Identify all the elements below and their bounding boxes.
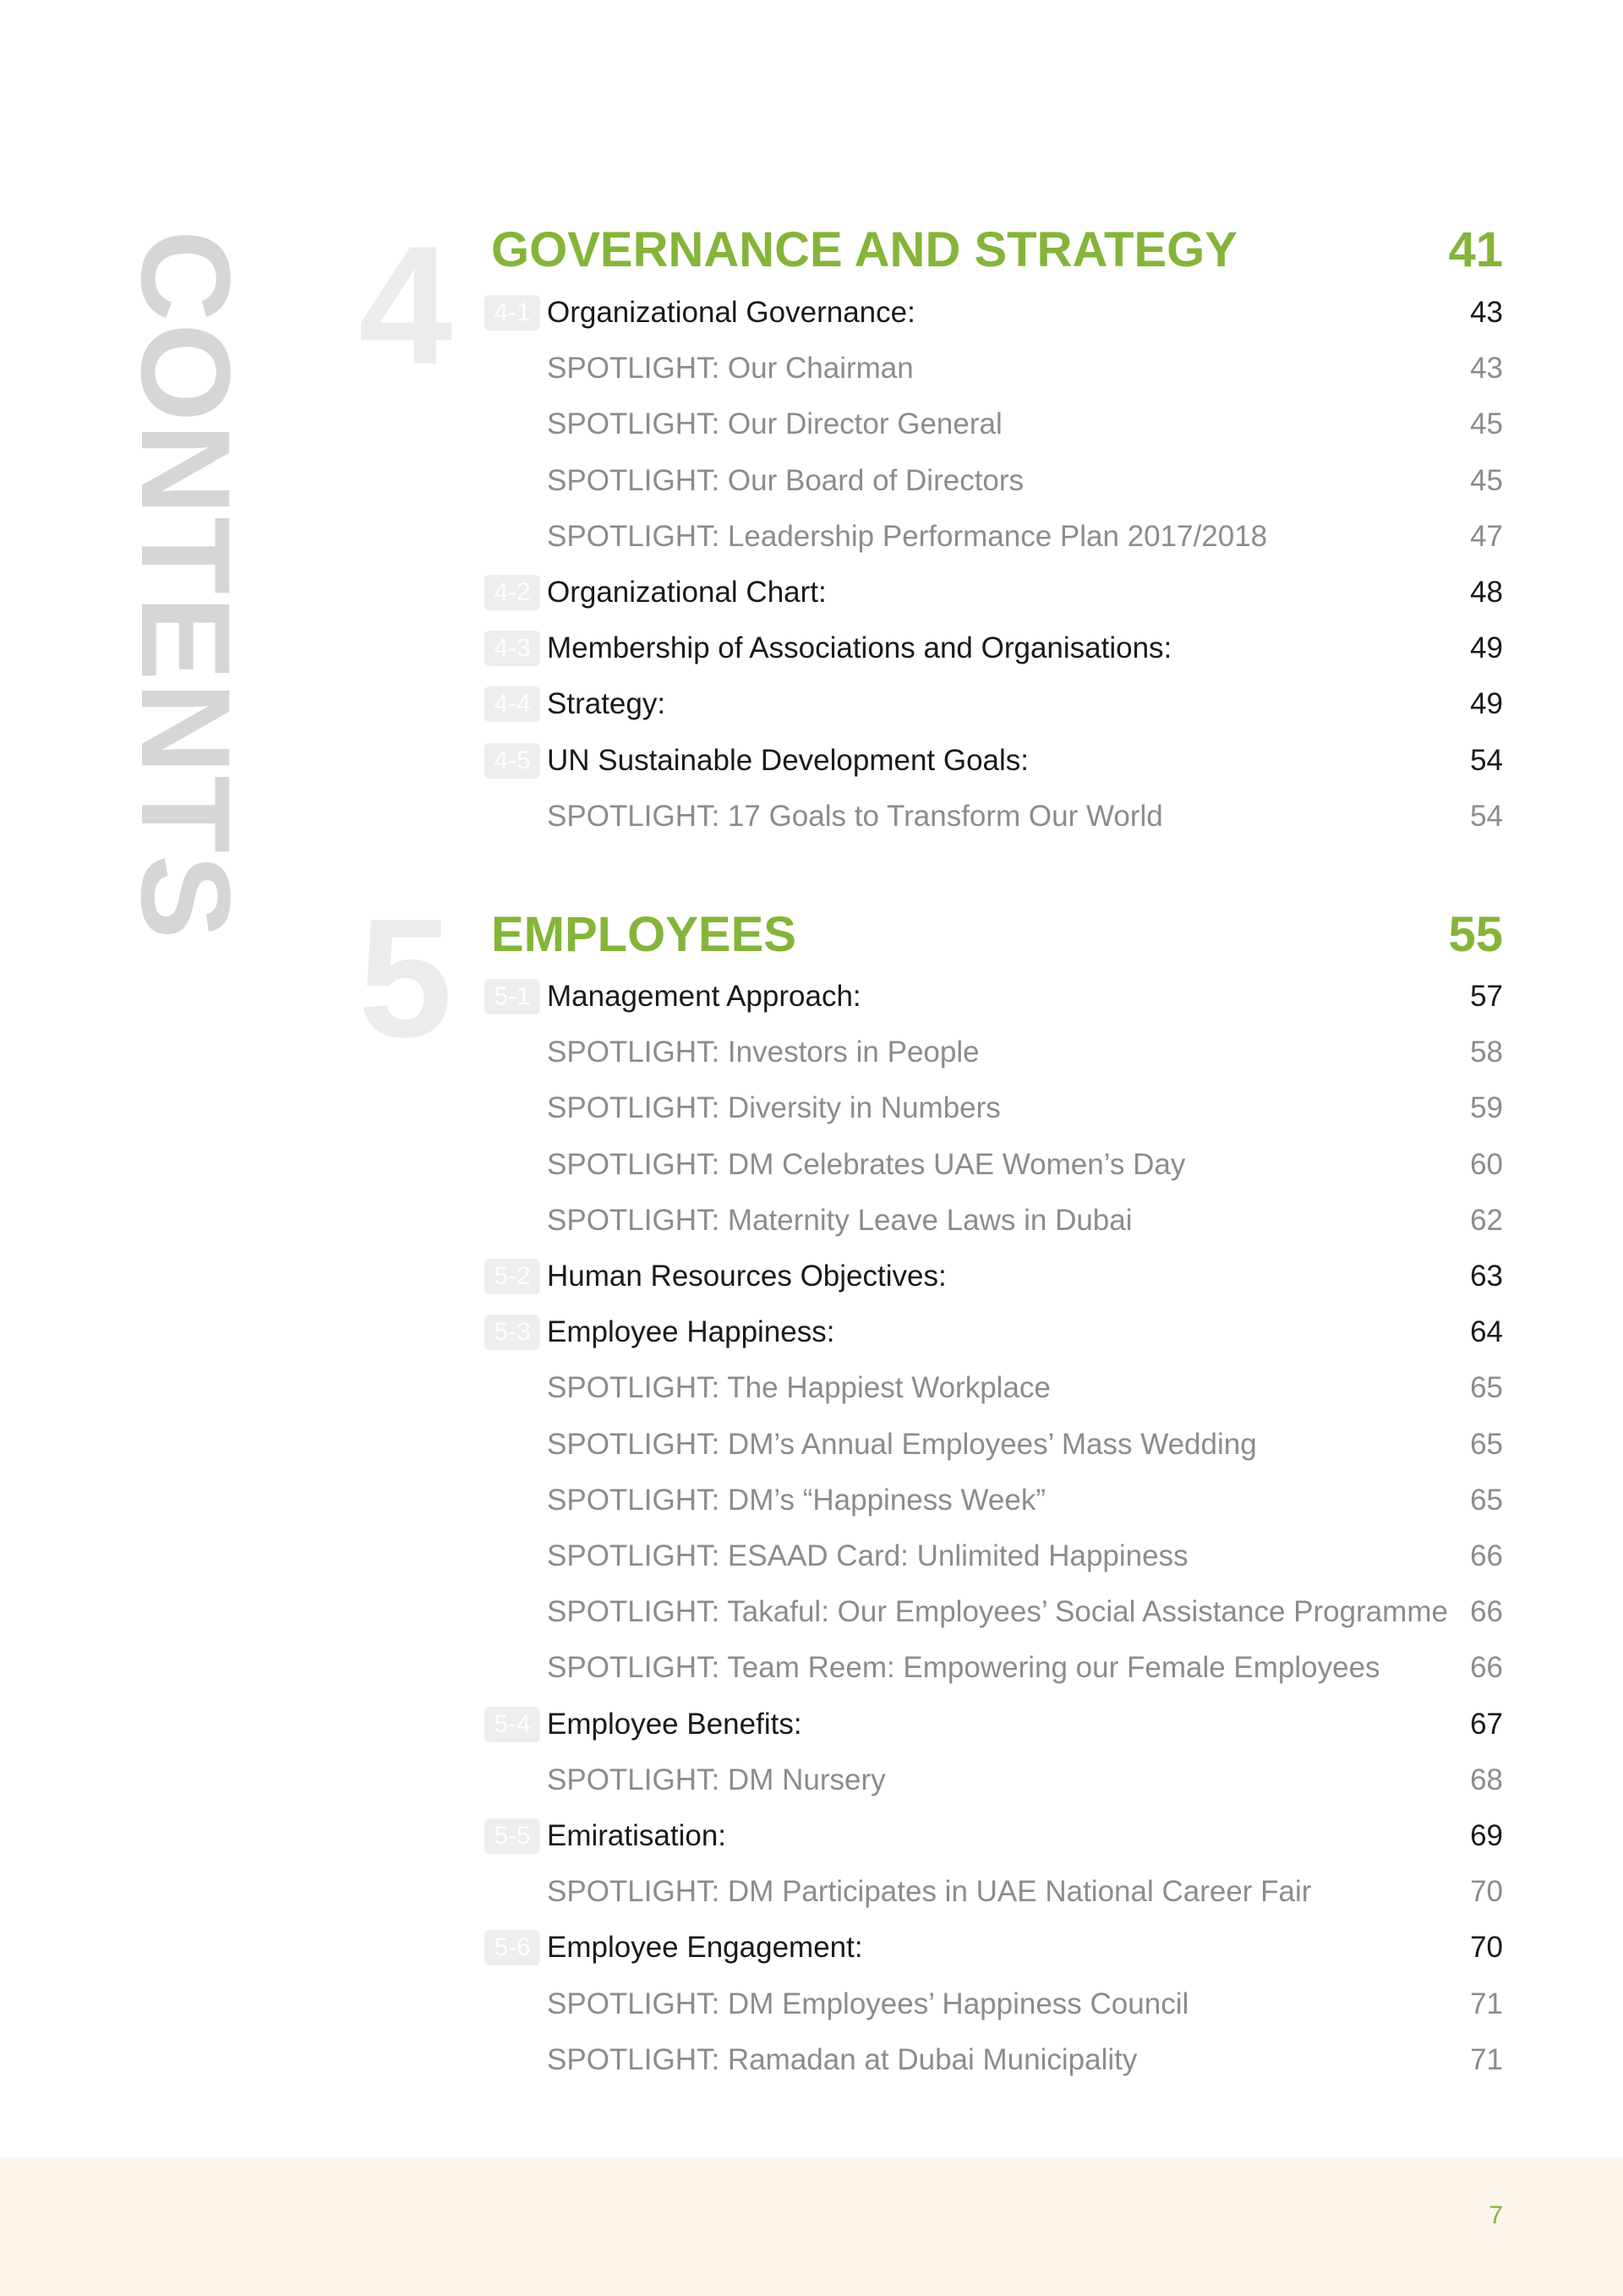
toc-entry[interactable] bbox=[484, 288, 1503, 337]
entry-page: 54 bbox=[1470, 799, 1503, 833]
toc-entry[interactable] bbox=[484, 1308, 1503, 1357]
entry-label: SPOTLIGHT: DM Nursery bbox=[547, 1763, 886, 1796]
entry-page: 48 bbox=[1470, 576, 1503, 609]
entry-page: 69 bbox=[1470, 1819, 1503, 1852]
entry-label: Employee Happiness: bbox=[547, 1315, 835, 1349]
entry-label: SPOTLIGHT: Ramadan at Dubai Municipality bbox=[547, 2042, 1138, 2076]
toc-subentry[interactable] bbox=[484, 400, 1503, 449]
entry-label: SPOTLIGHT: DM Participates in UAE National Career Fair bbox=[547, 1875, 1312, 1909]
section-heading[interactable] bbox=[491, 220, 1503, 279]
entry-code-badge: 4-1 bbox=[484, 295, 540, 331]
footer-band bbox=[0, 2157, 1623, 2296]
toc-subentry[interactable] bbox=[484, 2036, 1503, 2085]
entry-page: 47 bbox=[1470, 519, 1503, 553]
entry-code-badge: 5-3 bbox=[484, 1315, 540, 1350]
toc-subentry[interactable] bbox=[484, 1084, 1503, 1133]
toc-subentry[interactable] bbox=[484, 1588, 1503, 1637]
section-number: 5 bbox=[358, 884, 453, 1073]
entry-page: 58 bbox=[1470, 1036, 1503, 1069]
toc-entry[interactable] bbox=[484, 1700, 1503, 1749]
entry-label: SPOTLIGHT: Our Director General bbox=[547, 407, 1003, 441]
toc-subentry[interactable] bbox=[484, 1140, 1503, 1189]
section-page: 41 bbox=[1448, 221, 1503, 277]
entry-page: 59 bbox=[1470, 1091, 1503, 1125]
entry-code-badge: 5-4 bbox=[484, 1707, 540, 1742]
entry-label: SPOTLIGHT: Diversity in Numbers bbox=[547, 1091, 1001, 1125]
entry-page: 64 bbox=[1470, 1315, 1503, 1349]
toc-subentry[interactable] bbox=[484, 1532, 1503, 1581]
entry-label: Emiratisation: bbox=[547, 1819, 727, 1852]
entry-label: SPOTLIGHT: Our Chairman bbox=[547, 352, 914, 385]
entry-label: Organizational Chart: bbox=[547, 576, 827, 609]
entry-label: Employee Engagement: bbox=[547, 1931, 863, 1965]
entry-label: UN Sustainable Development Goals: bbox=[547, 743, 1030, 777]
toc-subentry[interactable] bbox=[484, 1196, 1503, 1245]
toc-entry[interactable] bbox=[484, 624, 1503, 673]
entry-label: SPOTLIGHT: Team Reem: Empowering our Female Employees bbox=[547, 1651, 1380, 1685]
entry-label: SPOTLIGHT: Maternity Leave Laws in Dubai bbox=[547, 1203, 1133, 1237]
entry-page: 67 bbox=[1470, 1707, 1503, 1741]
entry-page: 49 bbox=[1470, 687, 1503, 721]
entry-code-badge: 5-1 bbox=[484, 979, 540, 1014]
entry-page: 63 bbox=[1470, 1260, 1503, 1293]
contents-side-title: CONTENTS bbox=[115, 230, 257, 941]
entry-code-badge: 4-5 bbox=[484, 743, 540, 779]
section-heading[interactable] bbox=[491, 905, 1503, 964]
entry-page: 70 bbox=[1470, 1931, 1503, 1965]
toc-subentry[interactable] bbox=[484, 1028, 1503, 1077]
entry-label: SPOTLIGHT: DM’s “Happiness Week” bbox=[547, 1483, 1046, 1517]
entry-label: SPOTLIGHT: Leadership Performance Plan 2017/2018 bbox=[547, 519, 1268, 553]
entry-label: SPOTLIGHT: DM’s Annual Employees’ Mass Wedding bbox=[547, 1427, 1257, 1461]
entry-label: SPOTLIGHT: Investors in People bbox=[547, 1036, 980, 1069]
entry-page: 66 bbox=[1470, 1539, 1503, 1572]
entry-page: 45 bbox=[1470, 463, 1503, 497]
entry-label: Human Resources Objectives: bbox=[547, 1260, 947, 1293]
section-number: 4 bbox=[358, 211, 453, 400]
toc-entry[interactable] bbox=[484, 680, 1503, 729]
entry-page: 65 bbox=[1470, 1483, 1503, 1517]
entry-label: Strategy: bbox=[547, 687, 666, 721]
entry-page: 70 bbox=[1470, 1875, 1503, 1909]
entry-label: Employee Benefits: bbox=[547, 1707, 802, 1741]
section-title: EMPLOYEES bbox=[491, 906, 796, 962]
entry-code-badge: 4-4 bbox=[484, 686, 540, 722]
entry-page: 43 bbox=[1470, 352, 1503, 385]
toc-entry[interactable] bbox=[484, 1812, 1503, 1861]
toc-subentry[interactable] bbox=[484, 1476, 1503, 1525]
toc-entry[interactable] bbox=[484, 1923, 1503, 1972]
entry-page: 65 bbox=[1470, 1371, 1503, 1405]
entry-page: 54 bbox=[1470, 743, 1503, 777]
toc-subentry[interactable] bbox=[484, 792, 1503, 841]
entry-page: 65 bbox=[1470, 1427, 1503, 1461]
entry-code-badge: 5-5 bbox=[484, 1818, 540, 1854]
entry-page: 71 bbox=[1470, 1987, 1503, 2020]
entry-page: 57 bbox=[1470, 980, 1503, 1013]
toc-subentry[interactable] bbox=[484, 344, 1503, 393]
section-page: 55 bbox=[1448, 906, 1503, 962]
entry-code-badge: 4-2 bbox=[484, 575, 540, 610]
entry-page: 71 bbox=[1470, 2042, 1503, 2076]
toc-subentry[interactable] bbox=[484, 1867, 1503, 1916]
toc-subentry[interactable] bbox=[484, 456, 1503, 506]
entry-label: Membership of Associations and Organisations: bbox=[547, 631, 1172, 665]
entry-page: 45 bbox=[1470, 407, 1503, 441]
entry-page: 66 bbox=[1470, 1651, 1503, 1685]
toc-entry[interactable] bbox=[484, 736, 1503, 785]
toc-subentry[interactable] bbox=[484, 1980, 1503, 2029]
toc-subentry[interactable] bbox=[484, 512, 1503, 561]
toc-entry[interactable] bbox=[484, 972, 1503, 1021]
entry-label: Organizational Governance: bbox=[547, 296, 915, 329]
entry-page: 43 bbox=[1470, 296, 1503, 329]
entry-page: 62 bbox=[1470, 1203, 1503, 1237]
entry-page: 60 bbox=[1470, 1147, 1503, 1181]
entry-label: SPOTLIGHT: Our Board of Directors bbox=[547, 463, 1025, 497]
footer-page-number: 7 bbox=[1489, 2201, 1503, 2229]
entry-label: Management Approach: bbox=[547, 980, 861, 1013]
entry-label: SPOTLIGHT: ESAAD Card: Unlimited Happiness bbox=[547, 1539, 1189, 1572]
toc-entry[interactable] bbox=[484, 568, 1503, 617]
entry-code-badge: 4-3 bbox=[484, 631, 540, 666]
toc-subentry[interactable] bbox=[484, 1756, 1503, 1805]
entry-page: 49 bbox=[1470, 631, 1503, 665]
toc-entry[interactable] bbox=[484, 1252, 1503, 1301]
toc-subentry[interactable] bbox=[484, 1643, 1503, 1692]
entry-label: SPOTLIGHT: The Happiest Workplace bbox=[547, 1371, 1051, 1405]
entry-page: 66 bbox=[1470, 1595, 1503, 1629]
entry-code-badge: 5-6 bbox=[484, 1930, 540, 1965]
toc-subentry[interactable] bbox=[484, 1364, 1503, 1413]
toc-subentry[interactable] bbox=[484, 1420, 1503, 1469]
entry-code-badge: 5-2 bbox=[484, 1259, 540, 1294]
entry-label: SPOTLIGHT: DM Celebrates UAE Women’s Day bbox=[547, 1147, 1186, 1181]
entry-label: SPOTLIGHT: DM Employees’ Happiness Council bbox=[547, 1987, 1189, 2020]
entry-label: SPOTLIGHT: Takaful: Our Employees’ Social Assistance Programme bbox=[547, 1595, 1448, 1629]
entry-page: 68 bbox=[1470, 1763, 1503, 1796]
section-title: GOVERNANCE AND STRATEGY bbox=[491, 221, 1238, 277]
entry-label: SPOTLIGHT: 17 Goals to Transform Our World bbox=[547, 799, 1163, 833]
